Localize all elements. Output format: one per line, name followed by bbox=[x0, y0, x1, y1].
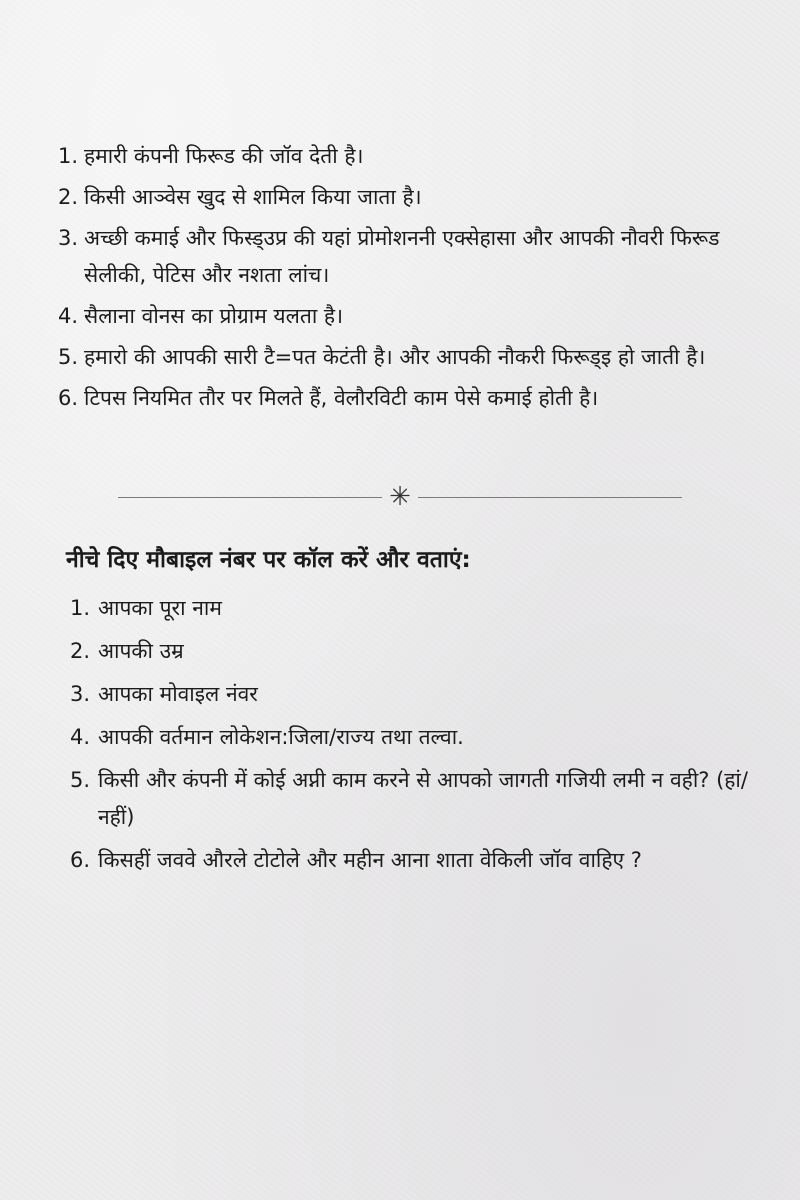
list-item bbox=[58, 220, 758, 294]
list-item-number: 5. bbox=[70, 768, 91, 792]
list-item bbox=[58, 380, 758, 417]
list-item bbox=[58, 179, 758, 216]
list-item-text: सैलाना वोनस का प्रोग्राम यलता है। bbox=[84, 304, 344, 328]
list-item bbox=[70, 842, 750, 879]
list-item bbox=[70, 590, 750, 627]
benefits-list bbox=[58, 138, 758, 421]
list-item-number: 4. bbox=[70, 725, 91, 749]
list-item-text: किसी और कंपनी में कोई अप्नी काम करने से आपको जागती गजियी लमी न वही? (हां/नहीं) bbox=[98, 768, 748, 829]
list-item-number: 2. bbox=[58, 185, 79, 209]
list-item-text: आपकी वर्तमान लोकेशन:जिला/राज्य तथा तल्वा. bbox=[98, 725, 464, 749]
list-item bbox=[58, 138, 758, 175]
list-item bbox=[70, 762, 750, 836]
list-item-text: किसहीं जववे औरले टोटोले और महीन आना शाता वेकिली जॉव वाहिए ? bbox=[98, 848, 642, 872]
asterisk-icon: ✳ bbox=[389, 482, 411, 512]
list-item-number: 5. bbox=[58, 345, 79, 369]
list-item-text: हमारी कंपनी फिरूड की जॉव देती है। bbox=[84, 144, 364, 168]
list-item bbox=[70, 719, 750, 756]
list-item bbox=[58, 298, 758, 335]
list-item-number: 1. bbox=[70, 596, 91, 620]
list-item-number: 2. bbox=[70, 639, 91, 663]
divider-line-right bbox=[418, 497, 682, 498]
list-item-text: आपकी उम्र bbox=[98, 639, 184, 663]
list-item-number: 3. bbox=[58, 226, 79, 250]
list-item-text: हमारो की आपकी सारी टै=पत केटंती है। और आपकी नौकरी फिरूड्इ हो जाती है। bbox=[84, 345, 706, 369]
list-item-text: आपका मोवाइल नंवर bbox=[98, 682, 258, 706]
list-item-text: अच्छी कमाई और फिस्ड्उप्र की यहां प्रोमोशननी एक्सेहासा और आपकी नौवरी फिरूड सेलीकी, पेटिस और नशता लांच। bbox=[84, 226, 720, 287]
list-item-text: किसी आञ्वेस खुद से शामिल किया जाता है। bbox=[84, 185, 422, 209]
list-item bbox=[70, 633, 750, 670]
call-section-heading: नीचे दिए मौबाइल नंबर पर कॉल करें और वताएं: bbox=[66, 547, 471, 573]
list-item-text: टिपस नियमित तौर पर मिलते हैं, वेलौरविटी काम पेसे कमाई होती है। bbox=[84, 386, 599, 410]
list-item-number: 3. bbox=[70, 682, 91, 706]
list-item-number: 1. bbox=[58, 144, 79, 168]
list-item bbox=[58, 339, 758, 376]
list-item bbox=[70, 676, 750, 713]
call-details-list bbox=[70, 590, 750, 885]
section-divider bbox=[118, 482, 682, 512]
list-item-text: आपका पूरा नाम bbox=[98, 596, 222, 620]
list-item-number: 4. bbox=[58, 304, 79, 328]
divider-line-left bbox=[118, 497, 382, 498]
list-item-number: 6. bbox=[70, 848, 91, 872]
list-item-number: 6. bbox=[58, 386, 79, 410]
